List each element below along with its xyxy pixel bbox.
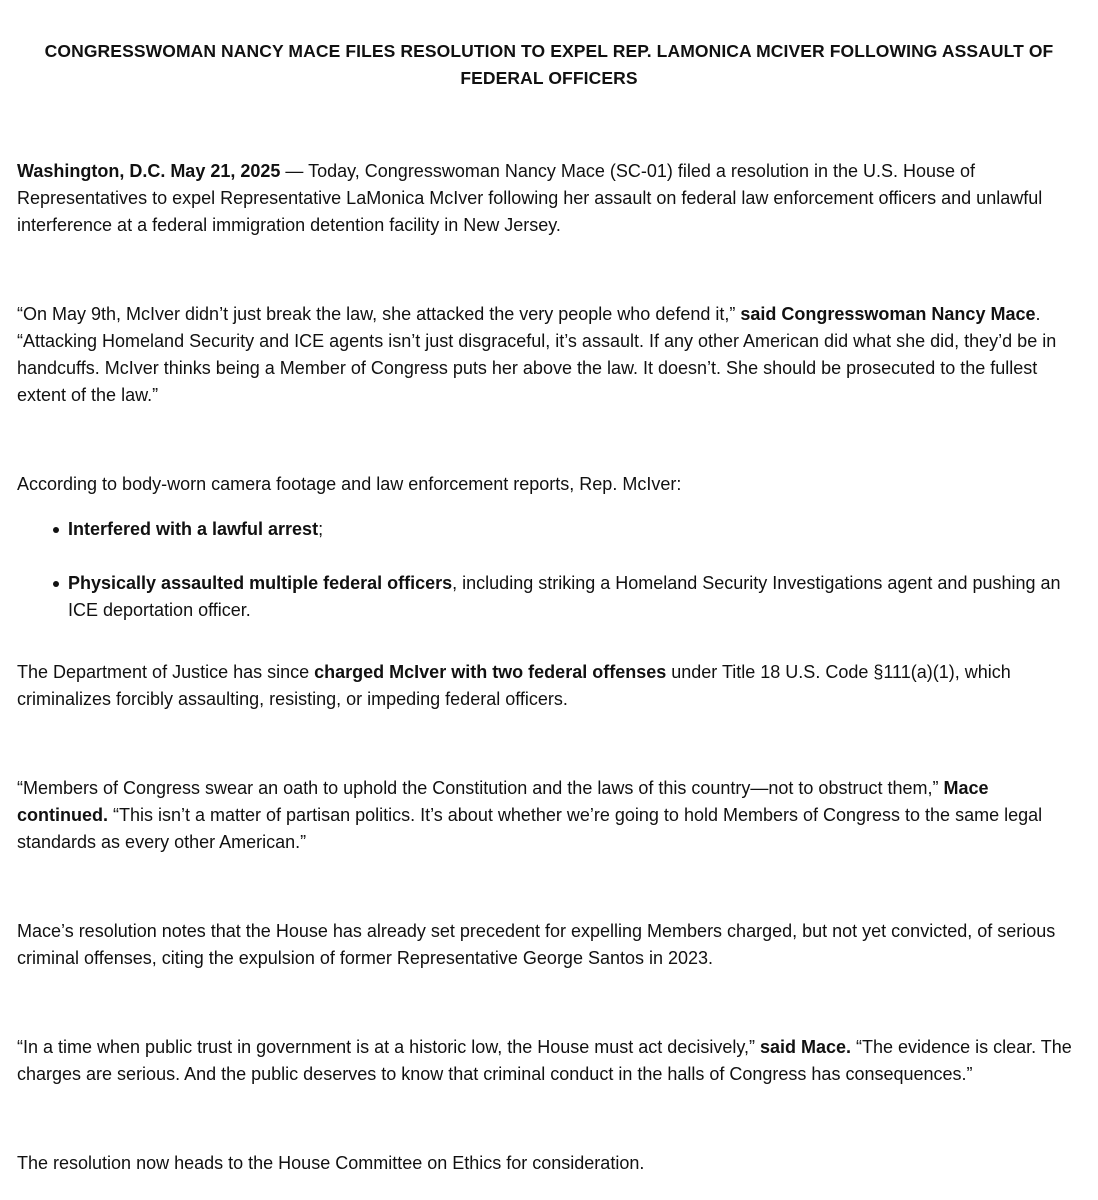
doj-text-a: The Department of Justice has since [17, 662, 315, 682]
quote-attribution: said Congresswoman Nancy Mace [740, 304, 1036, 324]
doj-text-b: under Title 18 U.S. Code §111(a)(1), which criminalizes forcibly assaulting, resisting, or impeding federal officers. [17, 662, 1011, 709]
quote-part-b: “The evidence is clear. The charges are serious. And the public deserves to know that criminal conduct in the halls of Congress has consequences.” [17, 1037, 1072, 1084]
doj-paragraph [17, 659, 1081, 713]
trust-quote-paragraph [17, 1034, 1081, 1088]
quote-attribution: said Mace. [759, 1037, 852, 1057]
mace-quote-paragraph [17, 301, 1081, 409]
quote-attribution: Mace continued. [17, 778, 989, 825]
list-item-bold: Physically assaulted multiple federal officers [68, 573, 453, 593]
closing-paragraph: The resolution now heads to the House Committee on Ethics for consideration. [17, 1153, 645, 1173]
list-item [68, 516, 1081, 543]
oath-quote-paragraph [17, 775, 1081, 856]
quote-part-a: “On May 9th, McIver didn’t just break the law, she attacked the very people who defend it,” [17, 304, 741, 324]
precedent-paragraph: Mace’s resolution notes that the House has already set precedent for expelling Members charged, but not yet convicted, of serious criminal offenses, citing the expulsion of former Representative George Santos in 2023. [17, 921, 1056, 968]
doj-bold: charged McIver with two federal offenses [314, 662, 667, 682]
bullet-icon [53, 527, 59, 533]
list-item [68, 570, 1081, 624]
bullet-icon [53, 581, 59, 587]
list-item-text: ; [318, 519, 324, 539]
quote-part-b: . “Attacking Homeland Security and ICE agents isn’t just disgraceful, it’s assault. If any other American did what she did, they’d be in handcuffs. McIver thinks being a Member of Congress puts her above the law. It doesn’t. She should be prosecuted to the fullest extent of the law.” [17, 304, 1057, 405]
intro-text: — Today, Congresswoman Nancy Mace (SC-01) filed a resolution in the U.S. House of Representatives to expel Representative LaMonica McIver following her assault on federal law enforcement officers and unlawful interference at a federal immigration detention facility in New Jersey. [17, 161, 1043, 235]
list-item-text: , including striking a Homeland Security Investigations agent and pushing an ICE deportation officer. [68, 573, 1061, 620]
intro-paragraph [17, 158, 1081, 239]
quote-part-a: “Members of Congress swear an oath to uphold the Constitution and the laws of this country—not to obstruct them,” [17, 778, 944, 798]
dateline: Washington, D.C. May 21, 2025 [17, 161, 281, 181]
quote-part-a: “In a time when public trust in government is at a historic low, the House must act decisively,” [17, 1037, 760, 1057]
list-item-bold: Interfered with a lawful arrest [68, 519, 319, 539]
page-title: CONGRESSWOMAN NANCY MACE FILES RESOLUTION TO EXPEL REP. LAMONICA MCIVER FOLLOWING ASSAULT OF FEDERAL OFFICERS [44, 41, 1054, 88]
reports-intro-paragraph: According to body-worn camera footage and law enforcement reports, Rep. McIver: [17, 474, 682, 494]
allegations-list [17, 516, 1081, 624]
quote-part-b: “This isn’t a matter of partisan politics. It’s about whether we’re going to hold Members of Congress to the same legal standards as every other American.” [17, 805, 1043, 852]
